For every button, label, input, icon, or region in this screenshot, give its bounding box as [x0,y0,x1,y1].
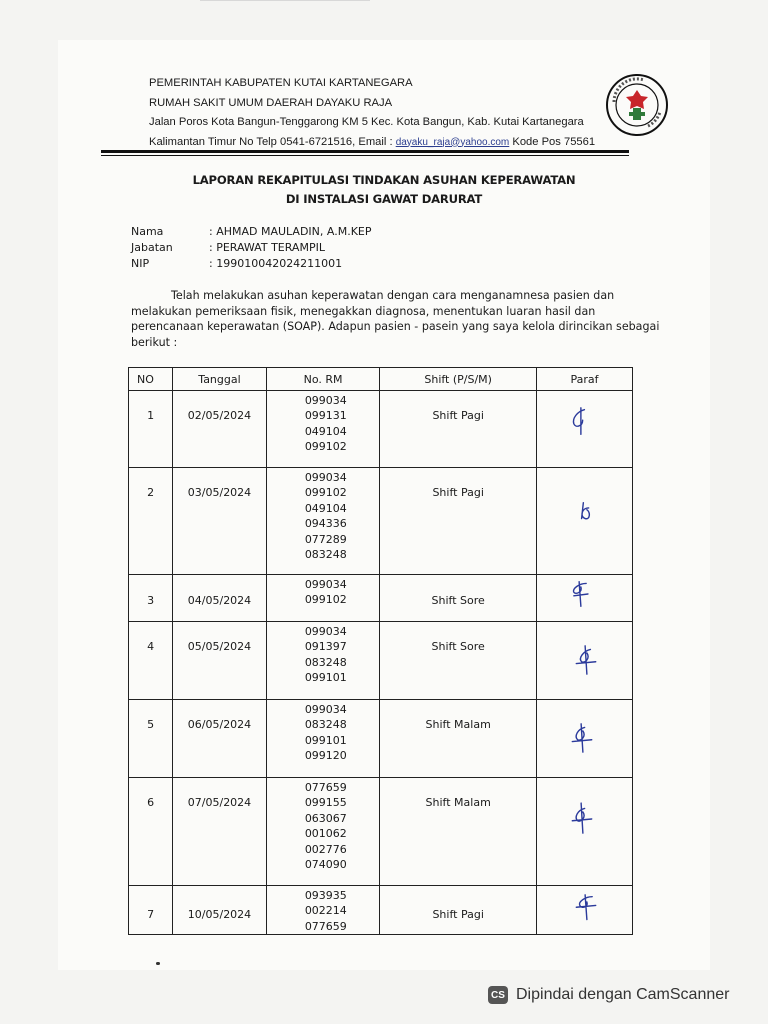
cell-no [129,575,173,622]
nip-label: NIP [131,257,150,270]
rm-number: 099034 [304,394,347,407]
rm-number: 099102 [304,486,347,500]
rm-number: 049104 [304,501,347,515]
header-rm: No. RM [266,368,380,391]
row-shift: Shift Pagi [432,908,484,921]
rm-number: 077289 [304,532,347,546]
cell-date [173,468,267,575]
row-date: 07/05/2024 [187,796,252,809]
report-title: LAPORAN REKAPITULASI TINDAKAN ASUHAN KEPERAWATAN [192,173,576,187]
cell-rm [266,391,380,468]
nama-label: Nama [131,225,164,238]
rm-number: 093935 [304,889,347,902]
row-date: 06/05/2024 [187,718,252,731]
cell-date [173,391,267,468]
row-number: 1 [147,409,155,422]
cell-date [173,886,267,935]
rm-number: 099102 [304,593,347,607]
table-row [129,700,633,778]
letterhead-rule-thin [101,155,629,156]
identity-nama [131,224,372,240]
jabatan-value: : PERAWAT TERAMPIL [209,241,325,254]
paragraph-line: perencanaan keperawatan (SOAP). Adapun pasien - pasein yang saya kelola dirincikan sebagai [131,320,660,333]
row-date: 05/05/2024 [187,640,252,653]
recap-table [128,367,633,935]
rm-number: 099034 [304,625,347,638]
rm-number: 083248 [304,655,347,669]
row-date: 10/05/2024 [187,908,252,921]
cell-no [129,622,173,700]
rm-number: 077659 [304,781,347,794]
cell-paraf [537,700,633,778]
row-number: 3 [147,594,155,607]
cell-no [129,468,173,575]
cell-rm [266,778,380,886]
paragraph-line: Telah melakukan asuhan keperawatan dengan cara menganamnesa pasien dan [171,289,615,302]
rm-number: 099120 [304,749,347,763]
cell-shift [380,468,537,575]
nip-value: : 199010042024211001 [209,257,343,270]
paragraph-line: melakukan pemeriksaan fisik, menegakkan diagnosa, menentukan luaran hasil dan [131,304,596,318]
rm-number: 099101 [304,671,347,685]
cell-shift [380,391,537,468]
cell-rm [266,700,380,778]
cell-rm [266,886,380,935]
signature-mark [571,643,601,677]
signature-mark [567,802,597,836]
row-number: 5 [147,718,155,731]
cell-date [173,575,267,622]
row-shift: Shift Malam [425,718,491,731]
rm-number: 099034 [304,578,347,591]
rm-number: 094336 [304,517,347,531]
cell-shift [380,778,537,886]
signature-mark [565,577,595,611]
cell-shift [380,622,537,700]
rm-number: 077659 [304,919,347,933]
row-number: 4 [147,640,155,653]
identity-jabatan [131,240,372,256]
cell-no [129,700,173,778]
row-number: 7 [147,908,155,921]
cell-date [173,622,267,700]
signature-mark [571,498,601,532]
row-number: 6 [147,796,155,809]
report-subtitle: DI INSTALASI GAWAT DARURAT [285,192,483,206]
cell-paraf [537,886,633,935]
cell-shift [380,700,537,778]
cell-rm [266,468,380,575]
scan-speck [156,962,160,965]
signature-mark [571,892,601,926]
letterhead-government: PEMERINTAH KABUPATEN KUTAI KARTANEGARA [149,77,413,89]
table-row [129,886,633,935]
paragraph-line: berikut : [131,335,178,349]
cell-date [173,700,267,778]
rm-number: 099131 [304,409,347,423]
cell-no [129,391,173,468]
row-date: 04/05/2024 [187,594,252,607]
letterhead-address: Jalan Poros Kota Bangun-Tenggarong KM 5 Kec. Kota Bangun, Kab. Kutai Kartanegara [149,116,584,128]
cell-paraf [537,778,633,886]
rm-number: 099155 [304,796,347,810]
rm-number: 002214 [304,904,347,918]
cell-paraf [537,391,633,468]
row-date: 02/05/2024 [187,409,252,422]
cell-shift [380,886,537,935]
header-date: Tanggal [173,368,267,391]
row-shift: Shift Malam [425,796,491,809]
cell-paraf [537,575,633,622]
camscanner-watermark [488,986,729,1004]
table-header-row [129,368,633,391]
rm-number: 091397 [304,640,347,654]
scan-edge-line [200,0,370,1]
signature-mark [567,721,597,755]
cell-date [173,778,267,886]
header-no: NO [129,368,173,391]
rm-number: 001062 [304,827,347,841]
row-date: 03/05/2024 [187,486,252,499]
signature-mark [565,405,595,439]
rm-number: 063067 [304,811,347,825]
camscanner-text: Dipindai dengan CamScanner [516,986,730,1003]
rm-number: 002776 [304,842,347,856]
email-link[interactable]: dayaku_raja@yahoo.com [395,136,510,148]
rm-number: 083248 [304,718,347,732]
cell-paraf [537,622,633,700]
intro-paragraph [131,288,660,350]
cell-rm [266,575,380,622]
identity-nip [131,256,372,272]
row-shift: Shift Sore [431,594,485,607]
rm-number: 099034 [304,703,347,716]
header-paraf: Paraf [537,368,633,391]
letterhead-rule-thick [101,150,629,153]
letterhead [149,74,619,152]
table-row [129,778,633,886]
nama-value: : AHMAD MAULADIN, A.M.KEP [209,225,372,238]
table-row [129,575,633,622]
row-shift: Shift Pagi [432,409,484,422]
header-shift: Shift (P/S/M) [380,368,537,391]
contact-prefix: Kalimantan Timur No Telp 0541-6721516, Email : [149,135,393,148]
jabatan-label: Jabatan [131,241,173,254]
cell-no [129,778,173,886]
cell-rm [266,622,380,700]
hospital-logo-icon [604,72,670,138]
camscanner-logo-icon: CS [488,986,508,1004]
identity-block [131,224,372,272]
rm-number: 083248 [304,548,347,562]
row-shift: Shift Pagi [432,486,484,499]
rm-number: 049104 [304,424,347,438]
postal-code: Kode Pos 75561 [512,135,596,148]
cell-paraf [537,468,633,575]
rm-number: 099102 [304,440,347,454]
cell-no [129,886,173,935]
rm-number: 099034 [304,471,347,484]
rm-number: 074090 [304,858,347,872]
letterhead-hospital: RUMAH SAKIT UMUM DAERAH DAYAKU RAJA [149,96,393,109]
rm-number: 099101 [304,733,347,747]
table-row [129,468,633,575]
row-shift: Shift Sore [431,640,485,653]
cell-shift [380,575,537,622]
row-number: 2 [147,486,155,499]
table-row [129,391,633,468]
table-row [129,622,633,700]
